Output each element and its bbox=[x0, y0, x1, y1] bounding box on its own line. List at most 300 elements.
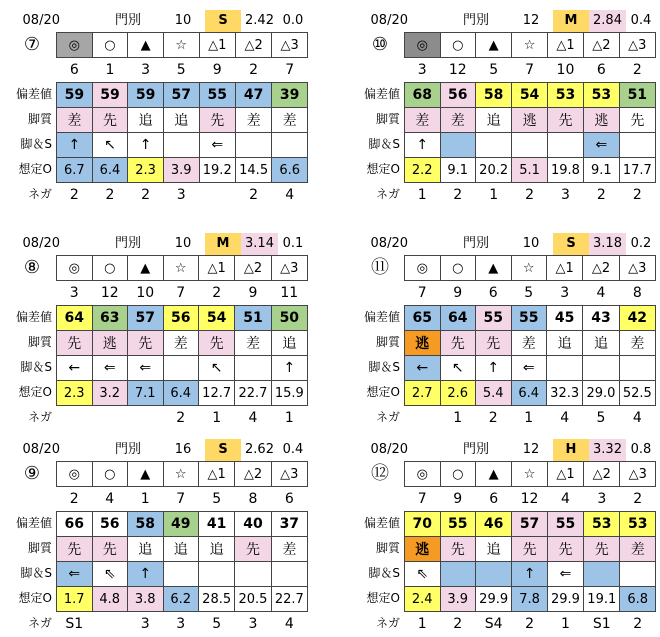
index-value: 3.14 bbox=[241, 233, 278, 255]
odds-cell: 6.2 bbox=[163, 587, 199, 612]
odds-cell: 22.7 bbox=[271, 587, 307, 612]
horse-number-cell: 3 bbox=[597, 491, 607, 507]
venue-name: 門別 bbox=[114, 13, 141, 28]
row-score bbox=[57, 306, 308, 331]
row-style bbox=[57, 108, 308, 133]
running-style-cell: 先 bbox=[547, 537, 583, 562]
negative-cell: 2 bbox=[632, 187, 642, 204]
mark-cell: ▲ bbox=[128, 462, 164, 487]
score-cell: 55 bbox=[547, 512, 583, 537]
row-style bbox=[57, 537, 308, 562]
venue-name: 門別 bbox=[462, 236, 489, 251]
horse-number-cell: 9 bbox=[248, 285, 258, 301]
score-cell: 55 bbox=[440, 512, 476, 537]
negative-cell: 1 bbox=[212, 410, 222, 427]
row-move bbox=[405, 562, 656, 587]
row-mark bbox=[57, 33, 308, 58]
row-label-odds: 想定O bbox=[366, 591, 400, 605]
score-cell: 57 bbox=[163, 83, 199, 108]
mark-cell: ○ bbox=[440, 256, 476, 281]
row-label-style: 脚質 bbox=[375, 112, 400, 126]
horse-number-cell: 7 bbox=[176, 285, 186, 301]
odds-cell: 6.4 bbox=[92, 158, 128, 183]
race-number: ⑪ bbox=[371, 257, 389, 278]
mark-cell: ◎ bbox=[57, 33, 93, 58]
negative-cell: 4 bbox=[632, 410, 642, 427]
negative-cell: 1 bbox=[453, 410, 463, 427]
race-date: 08/20 bbox=[22, 236, 60, 251]
score-cell: 57 bbox=[128, 306, 164, 331]
horse-number-cell: 12 bbox=[520, 491, 539, 507]
row-odds bbox=[57, 158, 308, 183]
row-label-style: 脚質 bbox=[375, 335, 400, 349]
horse-number-cell: 11 bbox=[280, 285, 299, 301]
negative-cell: 3 bbox=[176, 616, 186, 633]
running-style-cell: 逃 bbox=[584, 108, 620, 133]
row-horse bbox=[405, 58, 656, 83]
score-cell: 63 bbox=[92, 306, 128, 331]
horse-number-cell: 6 bbox=[596, 62, 606, 78]
horse-number-cell: 6 bbox=[284, 491, 294, 507]
running-style-cell: 先 bbox=[199, 108, 235, 133]
mark-cell: ▲ bbox=[476, 33, 512, 58]
horse-number-cell: 2 bbox=[249, 62, 259, 78]
row-horse bbox=[57, 281, 308, 306]
row-label-nega: ネガ bbox=[375, 410, 400, 424]
score-cell: 39 bbox=[272, 83, 308, 108]
row-label-odds: 想定O bbox=[366, 385, 400, 399]
panel-header bbox=[356, 435, 656, 461]
odds-cell: 6.4 bbox=[511, 381, 547, 406]
index-value: 2.84 bbox=[589, 10, 626, 32]
venue-name: 門別 bbox=[462, 13, 489, 28]
score-cell: 53 bbox=[584, 512, 620, 537]
row-style bbox=[405, 331, 656, 356]
score-cell: 49 bbox=[163, 512, 199, 537]
position-move-cell: ↖ bbox=[440, 356, 476, 381]
odds-cell: 1.7 bbox=[57, 587, 93, 612]
position-move-cell: ↑ bbox=[405, 133, 441, 158]
mark-cell: ▲ bbox=[128, 33, 164, 58]
score-cell: 68 bbox=[405, 83, 441, 108]
negative-cell bbox=[199, 183, 235, 208]
position-move-cell: ← bbox=[405, 356, 441, 381]
position-move-cell bbox=[235, 133, 271, 158]
race-panel bbox=[8, 435, 308, 633]
odds-cell: 15.9 bbox=[271, 381, 307, 406]
odds-cell: 2.2 bbox=[405, 158, 441, 183]
odds-cell: 32.3 bbox=[547, 381, 583, 406]
mark-cell: ◎ bbox=[405, 256, 441, 281]
negative-cell bbox=[57, 406, 93, 431]
score-cell: 43 bbox=[583, 306, 619, 331]
position-move-cell bbox=[476, 562, 512, 587]
odds-cell: 6.7 bbox=[57, 158, 93, 183]
negative-cell: 4 bbox=[284, 616, 294, 633]
running-style-cell: 先 bbox=[199, 331, 235, 356]
negative-cell: 2 bbox=[453, 616, 463, 633]
runner-grid bbox=[56, 255, 308, 431]
running-style-cell: 先 bbox=[440, 331, 476, 356]
negative-cell: 4 bbox=[285, 187, 295, 204]
negative-cell: 1 bbox=[417, 187, 427, 204]
row-score bbox=[57, 83, 308, 108]
running-style-cell: 追 bbox=[163, 108, 199, 133]
position-move-cell bbox=[584, 562, 620, 587]
panel-header bbox=[8, 6, 308, 32]
running-style-cell: 逃 bbox=[512, 108, 548, 133]
race-date: 08/20 bbox=[370, 236, 408, 251]
horse-number-cell: 9 bbox=[453, 285, 463, 301]
odds-cell: 3.2 bbox=[92, 381, 128, 406]
mark-cell: △1 bbox=[199, 33, 235, 58]
odds-cell: 3.8 bbox=[128, 587, 164, 612]
track-condition: S bbox=[205, 10, 241, 32]
runner-count: 12 bbox=[522, 442, 540, 457]
running-style-cell: 先 bbox=[512, 537, 548, 562]
runner-count: 10 bbox=[522, 236, 540, 251]
mark-cell: ◎ bbox=[57, 462, 93, 487]
horse-number-cell: 4 bbox=[561, 491, 570, 507]
track-condition: M bbox=[205, 233, 241, 255]
odds-cell: 9.1 bbox=[440, 158, 476, 183]
row-label-move: 脚＆S bbox=[368, 137, 400, 151]
mark-cell: ☆ bbox=[511, 256, 547, 281]
odds-cell: 19.1 bbox=[584, 587, 620, 612]
odds-cell: 2.3 bbox=[128, 158, 164, 183]
negative-cell: S1 bbox=[65, 616, 84, 633]
running-style-cell: 追 bbox=[199, 537, 235, 562]
track-condition: M bbox=[553, 10, 589, 32]
running-style-cell: 追 bbox=[476, 108, 512, 133]
horse-number-cell: 5 bbox=[212, 491, 222, 507]
negative-cell bbox=[92, 612, 128, 637]
odds-cell: 6.6 bbox=[272, 158, 308, 183]
running-style-cell: 追 bbox=[271, 331, 307, 356]
odds-cell: 14.5 bbox=[235, 158, 271, 183]
running-style-cell: 差 bbox=[511, 331, 547, 356]
row-label-style: 脚質 bbox=[27, 112, 52, 126]
horse-number-cell: 5 bbox=[524, 285, 534, 301]
position-move-cell: ↖ bbox=[92, 133, 128, 158]
odds-cell: 3.9 bbox=[440, 587, 476, 612]
position-move-cell: ⇖ bbox=[92, 562, 128, 587]
row-style bbox=[405, 537, 656, 562]
running-style-cell: 差 bbox=[619, 331, 655, 356]
horse-number-cell: 3 bbox=[560, 285, 570, 301]
running-style-cell: 逃 bbox=[405, 331, 441, 356]
position-move-cell bbox=[235, 562, 271, 587]
row-label-move: 脚＆S bbox=[20, 360, 52, 374]
negative-cell: 5 bbox=[212, 616, 222, 633]
score-cell: 53 bbox=[584, 83, 620, 108]
race-panel bbox=[356, 6, 656, 204]
row-score bbox=[405, 512, 656, 537]
running-style-cell: 差 bbox=[235, 108, 271, 133]
position-move-cell bbox=[163, 356, 199, 381]
odds-cell: 19.8 bbox=[547, 158, 583, 183]
row-label-score: 偏差値 bbox=[15, 516, 52, 530]
position-move-cell bbox=[583, 356, 619, 381]
row-score bbox=[405, 306, 656, 331]
row-label-odds: 想定O bbox=[18, 162, 52, 176]
position-move-cell: ⇐ bbox=[511, 356, 547, 381]
score-cell: 45 bbox=[547, 306, 583, 331]
position-move-cell bbox=[512, 133, 548, 158]
score-cell: 59 bbox=[92, 83, 128, 108]
negative-cell: 4 bbox=[248, 410, 258, 427]
score-cell: 66 bbox=[57, 512, 93, 537]
panel-header bbox=[356, 229, 656, 255]
position-move-cell: ↑ bbox=[512, 562, 548, 587]
mark-cell: ▲ bbox=[128, 256, 164, 281]
running-style-cell: 差 bbox=[163, 331, 199, 356]
score-cell: 46 bbox=[476, 512, 512, 537]
race-number: ⑨ bbox=[23, 463, 41, 484]
horse-number-cell: 10 bbox=[556, 62, 575, 78]
row-label-nega: ネガ bbox=[375, 616, 400, 630]
row-odds bbox=[405, 158, 656, 183]
running-style-cell: 逃 bbox=[405, 537, 441, 562]
row-label-nega: ネガ bbox=[27, 616, 52, 630]
odds-cell: 2.3 bbox=[57, 381, 93, 406]
odds-cell: 20.5 bbox=[235, 587, 271, 612]
score-cell: 53 bbox=[547, 83, 583, 108]
negative-cell: 2 bbox=[525, 187, 535, 204]
running-style-cell: 差 bbox=[405, 108, 441, 133]
position-move-cell: ⇐ bbox=[199, 133, 235, 158]
negative-cell: 2 bbox=[525, 616, 535, 633]
mark-cell: △1 bbox=[199, 462, 235, 487]
horse-number-cell: 8 bbox=[632, 285, 642, 301]
runner-count: 16 bbox=[174, 442, 192, 457]
horse-number-cell: 12 bbox=[100, 285, 119, 301]
row-label-score: 偏差値 bbox=[363, 516, 400, 530]
position-move-cell: ↑ bbox=[128, 562, 164, 587]
running-style-cell: 追 bbox=[547, 331, 583, 356]
runner-grid bbox=[404, 32, 656, 208]
horse-number-cell: 2 bbox=[212, 285, 222, 301]
sub-value: 0.2 bbox=[630, 236, 652, 251]
mark-cell: △2 bbox=[235, 33, 271, 58]
score-cell: 56 bbox=[440, 83, 476, 108]
horse-number-cell: 6 bbox=[488, 285, 498, 301]
mark-cell: ○ bbox=[440, 33, 476, 58]
negative-cell: 2 bbox=[141, 187, 151, 204]
horse-number-cell: 2 bbox=[69, 491, 79, 507]
running-style-cell: 逃 bbox=[92, 331, 128, 356]
running-style-cell: 差 bbox=[271, 537, 307, 562]
horse-number-cell: 7 bbox=[417, 285, 427, 301]
mark-cell: △3 bbox=[271, 462, 307, 487]
mark-cell: ○ bbox=[92, 256, 128, 281]
mark-cell: △1 bbox=[547, 462, 583, 487]
negative-cell: 2 bbox=[69, 187, 79, 204]
runner-count: 10 bbox=[174, 13, 192, 28]
row-move bbox=[57, 562, 308, 587]
score-cell: 55 bbox=[511, 306, 547, 331]
index-value: 3.18 bbox=[589, 233, 626, 255]
row-move bbox=[57, 356, 308, 381]
row-odds bbox=[57, 587, 308, 612]
negative-cell: 3 bbox=[176, 187, 186, 204]
row-label-style: 脚質 bbox=[375, 541, 400, 555]
row-label-score: 偏差値 bbox=[15, 310, 52, 324]
row-mark bbox=[405, 33, 656, 58]
mark-cell: ○ bbox=[92, 33, 128, 58]
negative-cell: 2 bbox=[488, 410, 498, 427]
horse-number-cell: 10 bbox=[136, 285, 155, 301]
mark-cell: ◎ bbox=[405, 462, 441, 487]
row-label-score: 偏差値 bbox=[363, 310, 400, 324]
score-cell: 40 bbox=[235, 512, 271, 537]
odds-cell: 17.7 bbox=[619, 158, 655, 183]
row-label-score: 偏差値 bbox=[15, 87, 52, 101]
row-nega bbox=[57, 183, 308, 208]
position-move-cell bbox=[547, 356, 583, 381]
score-cell: 51 bbox=[619, 83, 655, 108]
horse-number-cell: 3 bbox=[141, 62, 151, 78]
position-move-cell bbox=[272, 133, 308, 158]
position-move-cell bbox=[440, 562, 476, 587]
odds-cell: 20.2 bbox=[476, 158, 512, 183]
row-label-nega: ネガ bbox=[27, 187, 52, 201]
position-move-cell bbox=[235, 356, 271, 381]
mark-cell: △1 bbox=[547, 33, 583, 58]
index-value: 2.62 bbox=[245, 442, 274, 457]
running-style-cell: 先 bbox=[57, 331, 93, 356]
odds-cell: 7.8 bbox=[512, 587, 548, 612]
running-style-cell: 先 bbox=[440, 537, 476, 562]
row-label-move: 脚＆S bbox=[20, 137, 52, 151]
odds-cell: 6.4 bbox=[163, 381, 199, 406]
venue-name: 門別 bbox=[114, 442, 141, 457]
mark-cell: ☆ bbox=[512, 462, 548, 487]
mark-cell: △2 bbox=[584, 33, 620, 58]
row-label-style: 脚質 bbox=[27, 335, 52, 349]
position-move-cell bbox=[620, 562, 656, 587]
running-style-cell: 先 bbox=[619, 108, 655, 133]
odds-cell: 5.1 bbox=[512, 158, 548, 183]
row-nega bbox=[57, 612, 308, 637]
runner-count: 12 bbox=[522, 13, 540, 28]
horse-number-cell: 6 bbox=[69, 62, 79, 78]
position-move-cell bbox=[440, 133, 476, 158]
sub-value: 0.1 bbox=[282, 236, 304, 251]
negative-cell: 5 bbox=[596, 410, 606, 427]
running-style-cell: 差 bbox=[235, 331, 271, 356]
negative-cell bbox=[405, 406, 441, 431]
race-number: ⑫ bbox=[371, 463, 389, 484]
position-move-cell: ⇐ bbox=[92, 356, 128, 381]
odds-cell: 12.7 bbox=[199, 381, 235, 406]
race-date: 08/20 bbox=[370, 442, 408, 457]
running-style-cell: 差 bbox=[620, 537, 656, 562]
row-nega bbox=[405, 183, 656, 208]
position-move-cell: ↑ bbox=[57, 133, 93, 158]
row-label-odds: 想定O bbox=[366, 162, 400, 176]
horse-number-cell: 2 bbox=[633, 491, 643, 507]
score-cell: 56 bbox=[163, 306, 199, 331]
mark-cell: ▲ bbox=[476, 462, 512, 487]
row-move bbox=[405, 356, 656, 381]
horse-number-cell: 8 bbox=[248, 491, 258, 507]
race-panel bbox=[8, 229, 308, 427]
venue-name: 門別 bbox=[114, 236, 141, 251]
score-cell: 70 bbox=[405, 512, 441, 537]
mark-cell: △3 bbox=[272, 33, 308, 58]
negative-cell: 1 bbox=[524, 410, 534, 427]
odds-cell: 5.4 bbox=[476, 381, 512, 406]
score-cell: 58 bbox=[476, 83, 512, 108]
mark-cell: △3 bbox=[271, 256, 307, 281]
mark-cell: △3 bbox=[619, 33, 655, 58]
runner-grid bbox=[56, 32, 308, 208]
race-panel bbox=[356, 435, 656, 633]
row-style bbox=[405, 108, 656, 133]
score-cell: 54 bbox=[199, 306, 235, 331]
row-label-score: 偏差値 bbox=[363, 87, 400, 101]
score-cell: 51 bbox=[235, 306, 271, 331]
horse-number-cell: 1 bbox=[105, 62, 115, 78]
running-style-cell: 追 bbox=[128, 108, 164, 133]
mark-cell: △3 bbox=[620, 462, 656, 487]
panel-header bbox=[356, 6, 656, 32]
running-style-cell: 先 bbox=[476, 331, 512, 356]
panel-header bbox=[8, 229, 308, 255]
position-move-cell: ↑ bbox=[271, 356, 307, 381]
race-panel bbox=[356, 229, 656, 427]
negative-cell bbox=[128, 406, 164, 431]
position-move-cell bbox=[163, 133, 199, 158]
score-cell: 55 bbox=[199, 83, 235, 108]
row-nega bbox=[57, 406, 308, 431]
row-label-move: 脚＆S bbox=[368, 360, 400, 374]
position-move-cell bbox=[619, 133, 655, 158]
odds-cell: 19.2 bbox=[199, 158, 235, 183]
position-move-cell: ⇐ bbox=[547, 562, 583, 587]
runner-grid bbox=[404, 461, 656, 637]
negative-cell: 1 bbox=[417, 616, 427, 633]
score-cell: 64 bbox=[57, 306, 93, 331]
track-condition: S bbox=[205, 439, 241, 461]
race-date: 08/20 bbox=[370, 13, 408, 28]
mark-cell: ◎ bbox=[405, 33, 441, 58]
odds-cell: 6.8 bbox=[620, 587, 656, 612]
score-cell: 59 bbox=[57, 83, 93, 108]
race-number: ⑧ bbox=[23, 257, 41, 278]
negative-cell: S4 bbox=[484, 616, 503, 633]
odds-cell: 7.1 bbox=[128, 381, 164, 406]
odds-cell: 2.6 bbox=[440, 381, 476, 406]
horse-number-cell: 4 bbox=[105, 491, 115, 507]
sub-value: 0.4 bbox=[630, 13, 652, 28]
running-style-cell: 追 bbox=[583, 331, 619, 356]
score-cell: 41 bbox=[199, 512, 235, 537]
negative-cell bbox=[92, 406, 128, 431]
position-move-cell bbox=[619, 356, 655, 381]
row-label-move: 脚＆S bbox=[20, 566, 52, 580]
score-cell: 50 bbox=[271, 306, 307, 331]
mark-cell: △1 bbox=[547, 256, 583, 281]
score-cell: 55 bbox=[476, 306, 512, 331]
sub-value: 0.4 bbox=[282, 442, 304, 457]
row-score bbox=[405, 83, 656, 108]
running-style-cell: 追 bbox=[128, 537, 164, 562]
running-style-cell: 先 bbox=[92, 108, 128, 133]
running-style-cell: 差 bbox=[272, 108, 308, 133]
position-move-cell bbox=[547, 133, 583, 158]
